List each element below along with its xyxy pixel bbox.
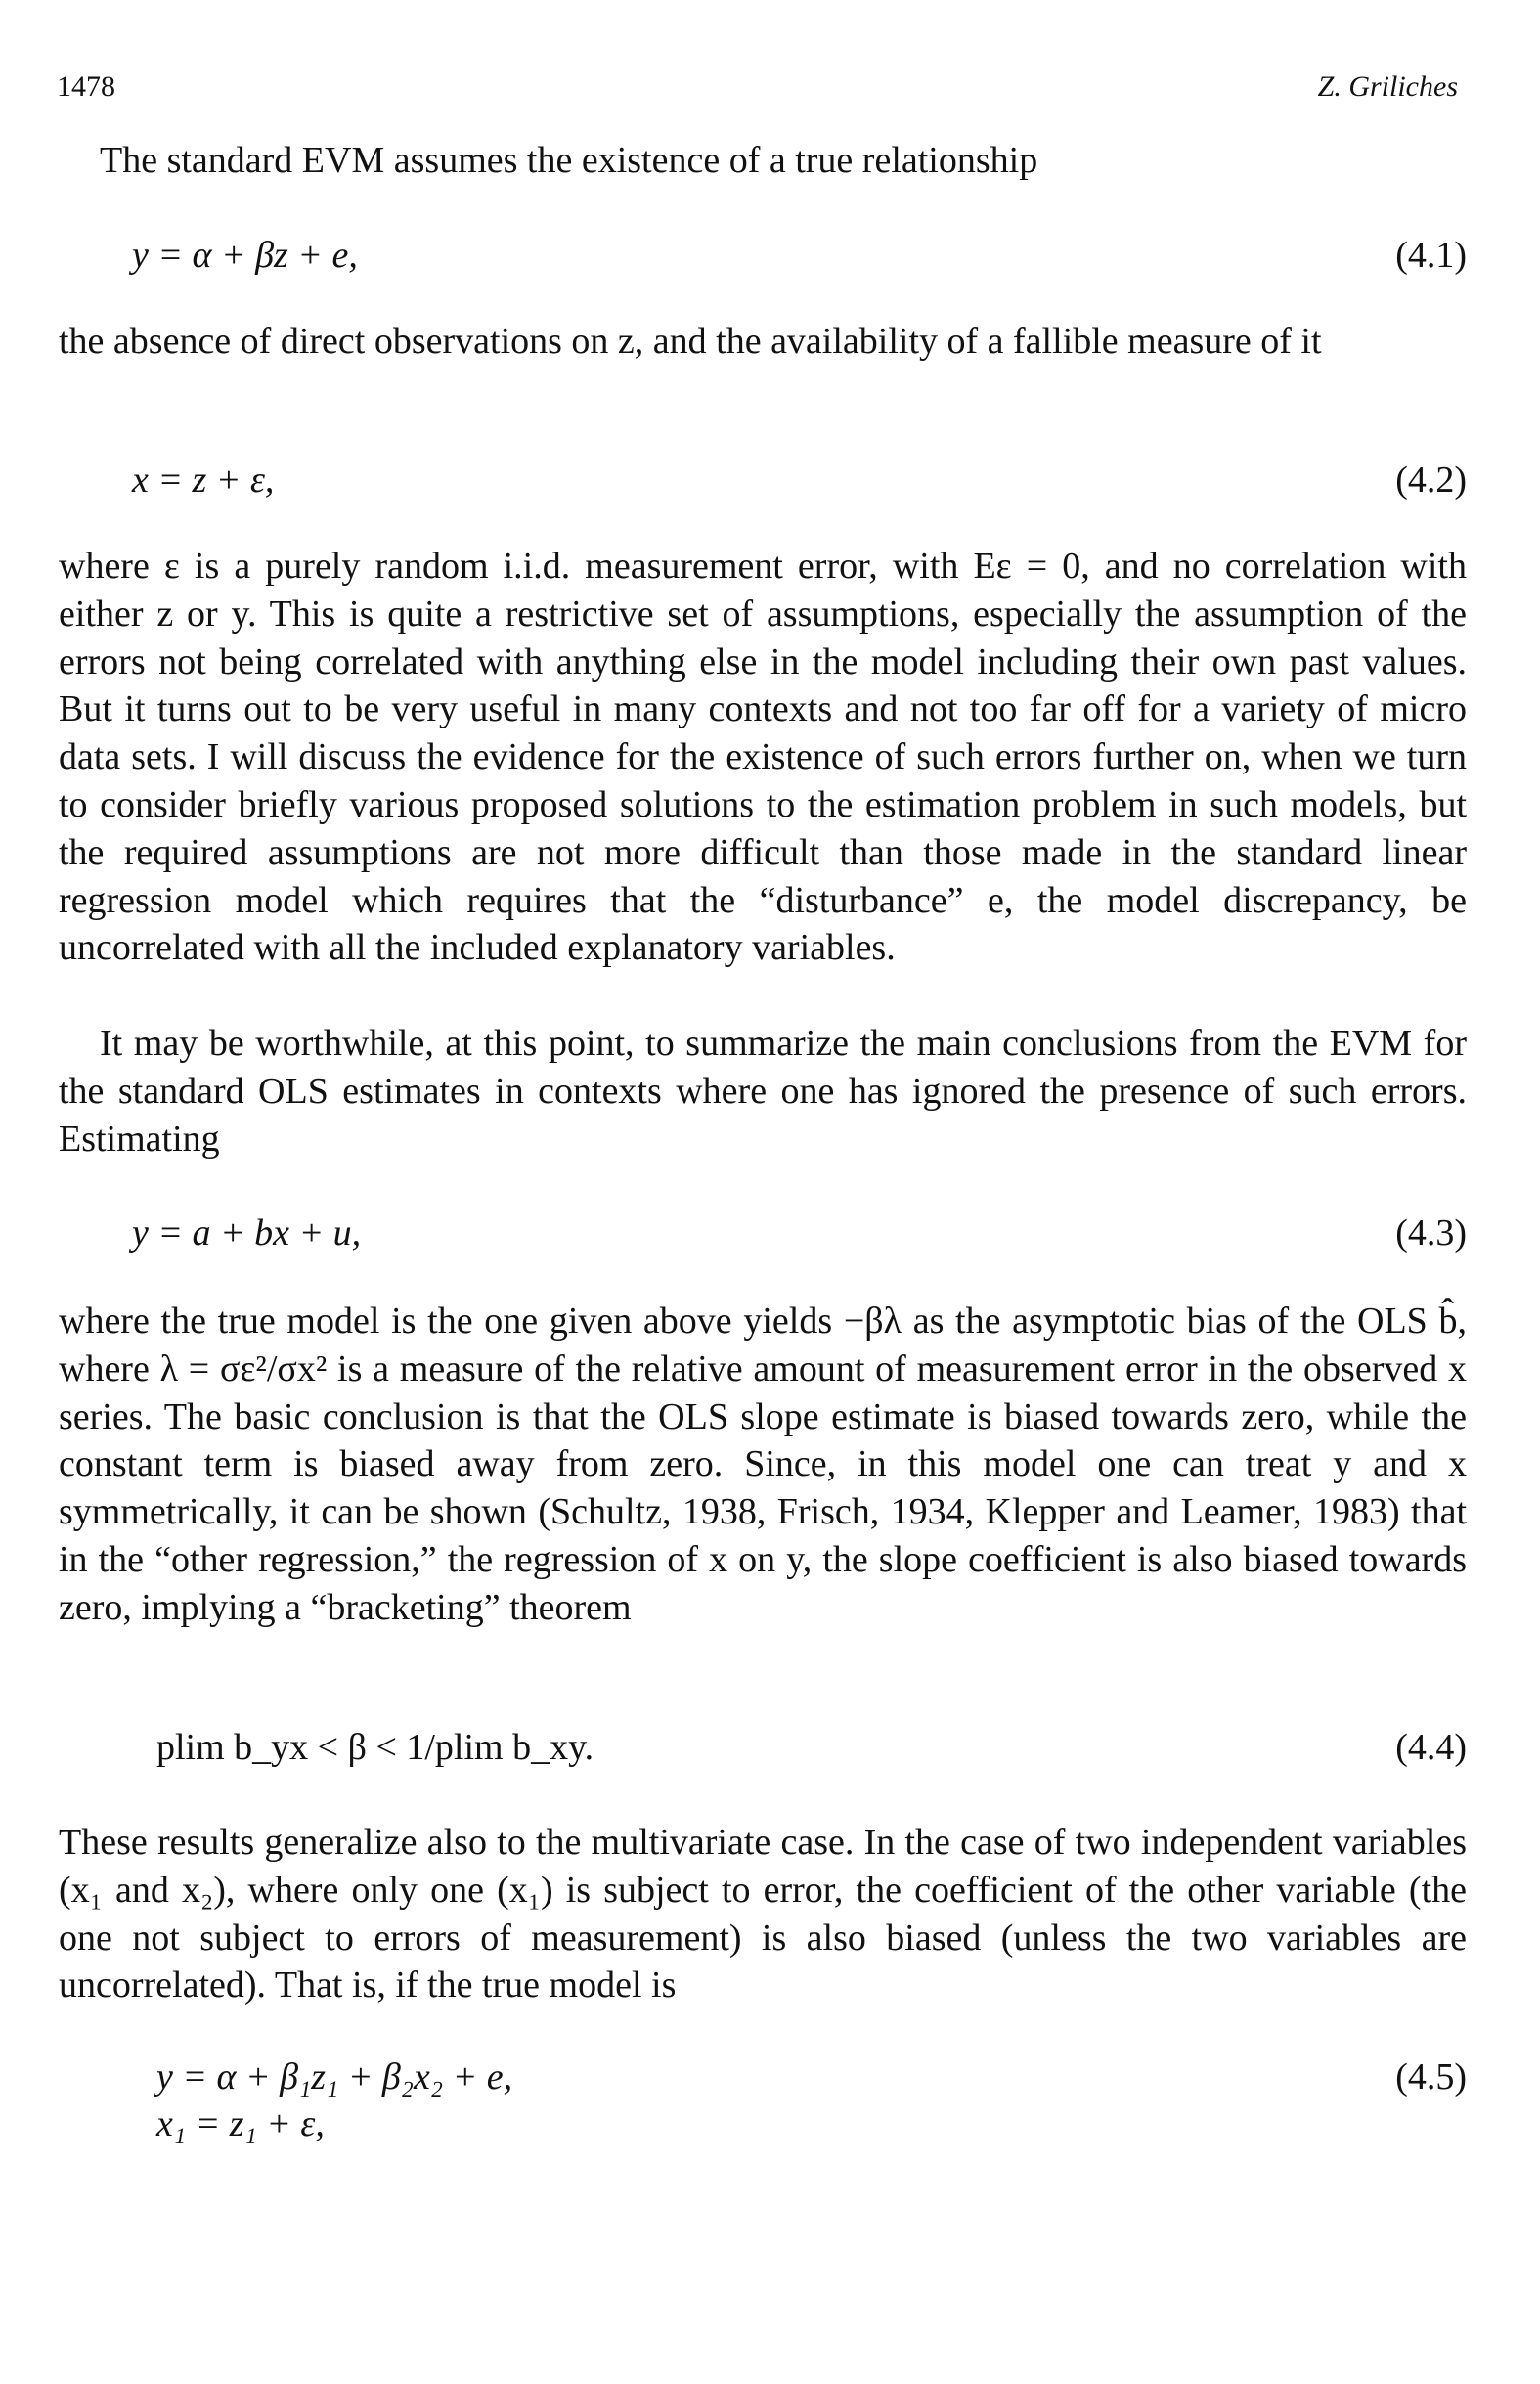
equation-expression: x₁ = z₁ + ε, [156,2103,325,2144]
equation-expression: x = z + ε, [132,460,275,501]
equation-number: (4.1) [1395,235,1467,276]
equation-expression: y = α + βz + e, [132,235,358,276]
equation-4-2 [59,457,1467,504]
page-number: 1478 [57,70,115,103]
equation-number: (4.4) [1395,1727,1467,1768]
running-head-author: Z. Griliches [1317,70,1458,103]
equation-4-5-second-line [59,2100,1467,2147]
paragraph-1: The standard EVM assumes the existence of a true relationship [100,140,1038,181]
equation-expression: plim b_yx < β < 1/plim b_xy. [156,1727,594,1768]
equation-number: (4.3) [1395,1213,1467,1254]
equation-expression: y = a + bx + u, [132,1213,362,1254]
paragraph-3: where ε is a purely random i.i.d. measurement error, with Eε = 0, and no correlation with either z or y. This is quite a restrictive set of assumptions, especially the assumption of the errors not being correlated with anything else in the model including their own past values. But it turns out to be very useful in many contexts and not too far off for a variety of micro data sets. I will discuss the evidence for the existence of such errors further on, when we turn to consider briefly various proposed solutions to the estimation problem in such models, but the required assumptions are not more difficult than those made in the standard linear regression model which requires that the “disturbance” e, the model discrepancy, be uncorrelated with all the included explanatory variables. [59,546,1467,969]
equation-expression: y = α + β₁z₁ + β₂x₂ + e, [156,2056,513,2097]
paragraph-4: It may be worthwhile, at this point, to summarize the main conclusions from the EVM for the standard OLS estimates in contexts where one has ignored the presence of such errors. Estimating [59,1023,1467,1160]
paragraph-5: where the true model is the one given above yields −βλ as the asymptotic bias of the OLS b̂, where λ = σε²/σx² is a measure of the relative amount of measurement error in the observed x series. The basic conclusion is that the OLS slope estimate is biased towards zero, while the constant term is biased away from zero. Since, in this model one can treat y and x symmetrically, it can be shown (Schultz, 1938, Frisch, 1934, Klepper and Leamer, 1983) that in the “other regression,” the regression of x on y, the slope coefficient is also biased towards zero, implying a “bracketing” theorem [59,1301,1467,1628]
equation-number: (4.2) [1395,460,1467,501]
equation-4-4 [59,1724,1467,1771]
equation-4-3 [59,1210,1467,1257]
equation-4-1 [59,232,1467,279]
paragraph-2: the absence of direct observations on z, and the availability of a fallible measure of it [59,321,1322,362]
paragraph-6: These results generalize also to the multivariate case. In the case of two independent variables (x₁ and x₂), where only one (x₁) is subject to error, the coefficient of the other variable (the one not subject to errors of measurement) is also biased (unless the two variables are uncorrelated). That is, if the true model is [59,1822,1467,2007]
equation-number: (4.5) [1395,2056,1467,2097]
equation-4-5 [59,2053,1467,2100]
